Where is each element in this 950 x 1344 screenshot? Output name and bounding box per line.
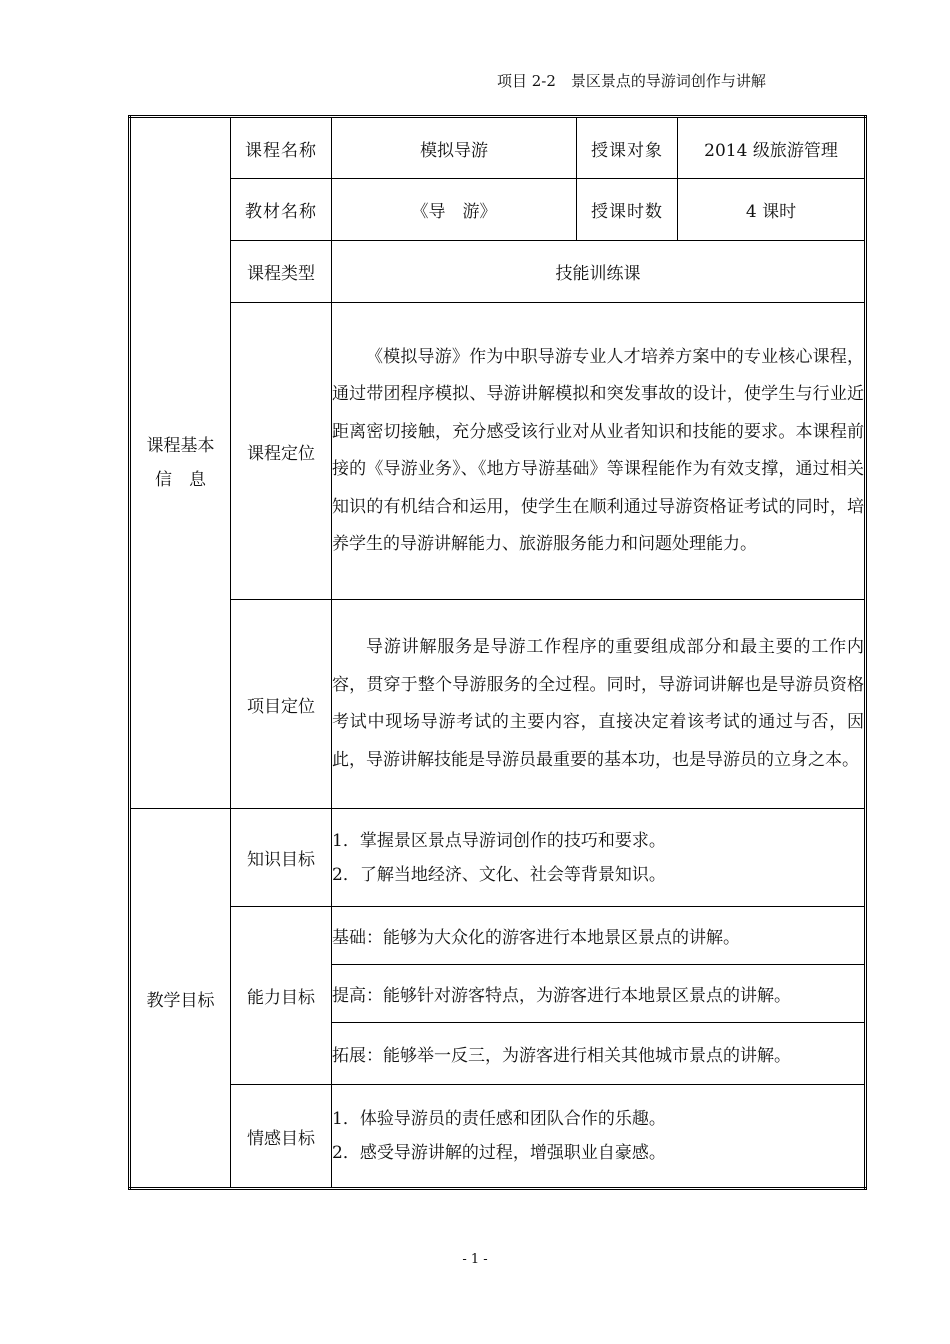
- emotion-label: 情感目标: [231, 1085, 332, 1189]
- ability-label: 能力目标: [231, 907, 332, 1085]
- hours-value: 4 课时: [678, 179, 866, 241]
- course-info-table: [128, 115, 867, 1190]
- section-label-objectives: 教学目标: [130, 809, 231, 1189]
- project-position-text: [332, 600, 866, 809]
- course-position-paragraph: 《模拟导游》作为中职导游专业人才培养方案中的专业核心课程，通过带团程序模拟、导游讲解模拟和突发事故的设计，使学生与行业近距离密切接触，充分感受该行业对从业者知识和技能的要求。本课程前接的《导游业务》、《地方导游基础》等课程能作为有效支撑，通过相关知识的有机结合和运用，使学生在顺利通过导游资格证考试的同时，培养学生的导游讲解能力、旅游服务能力和问题处理能力。: [332, 346, 864, 554]
- course-name-value: 模拟导游: [332, 117, 577, 179]
- table-row: [130, 600, 866, 809]
- textbook-label: 教材名称: [231, 179, 332, 241]
- page-header: 项目 2-2 景区景点的导游词创作与讲解: [497, 72, 766, 90]
- section-label-line: 课程基本: [146, 436, 215, 456]
- audience-value: 2014 级旅游管理: [678, 117, 866, 179]
- hours-label: 授课时数: [577, 179, 678, 241]
- table-row: [130, 1085, 866, 1189]
- ability-item-improve: 提高：能够针对游客特点，为游客进行本地景区景点的讲解。: [332, 965, 866, 1023]
- audience-label: 授课对象: [577, 117, 678, 179]
- page-number: - 1 -: [462, 1252, 488, 1267]
- course-position-text: [332, 303, 866, 600]
- list-item: 2．感受导游讲解的过程，增强职业自豪感。: [332, 1143, 666, 1163]
- table-row: [130, 907, 866, 965]
- table-row: [130, 179, 866, 241]
- course-type-label: 课程类型: [231, 241, 332, 303]
- course-name-label: 课程名称: [231, 117, 332, 179]
- section-label-basic-info: [130, 117, 231, 809]
- knowledge-items: [332, 809, 866, 907]
- knowledge-label: 知识目标: [231, 809, 332, 907]
- list-item: 1．掌握景区景点导游词创作的技巧和要求。: [332, 830, 666, 851]
- table-row: [130, 241, 866, 303]
- course-position-label: 课程定位: [231, 303, 332, 600]
- list-item: 2．了解当地经济、文化、社会等背景知识。: [332, 864, 666, 885]
- course-type-value: 技能训练课: [332, 241, 866, 303]
- ability-item-basic: 基础：能够为大众化的游客进行本地景区景点的讲解。: [332, 907, 866, 965]
- list-item: 1．体验导游员的责任感和团队合作的乐趣。: [332, 1109, 666, 1129]
- emotion-items: [332, 1085, 866, 1189]
- project-position-label: 项目定位: [231, 600, 332, 809]
- section-label-line: 信 息: [155, 470, 206, 490]
- table-row: [130, 117, 866, 179]
- ability-item-extend: 拓展：能够举一反三，为游客进行相关其他城市景点的讲解。: [332, 1023, 866, 1085]
- table-row: [130, 809, 866, 907]
- table-row: [130, 303, 866, 600]
- project-position-paragraph: 导游讲解服务是导游工作程序的重要组成部分和最主要的工作内容，贯穿于整个导游服务的全过程。同时，导游词讲解也是导游员资格考试中现场导游考试的主要内容，直接决定着该考试的通过与否，因此，导游讲解技能是导游员最重要的基本功，也是导游员的立身之本。: [332, 637, 864, 770]
- textbook-value: 《导 游》: [332, 179, 577, 241]
